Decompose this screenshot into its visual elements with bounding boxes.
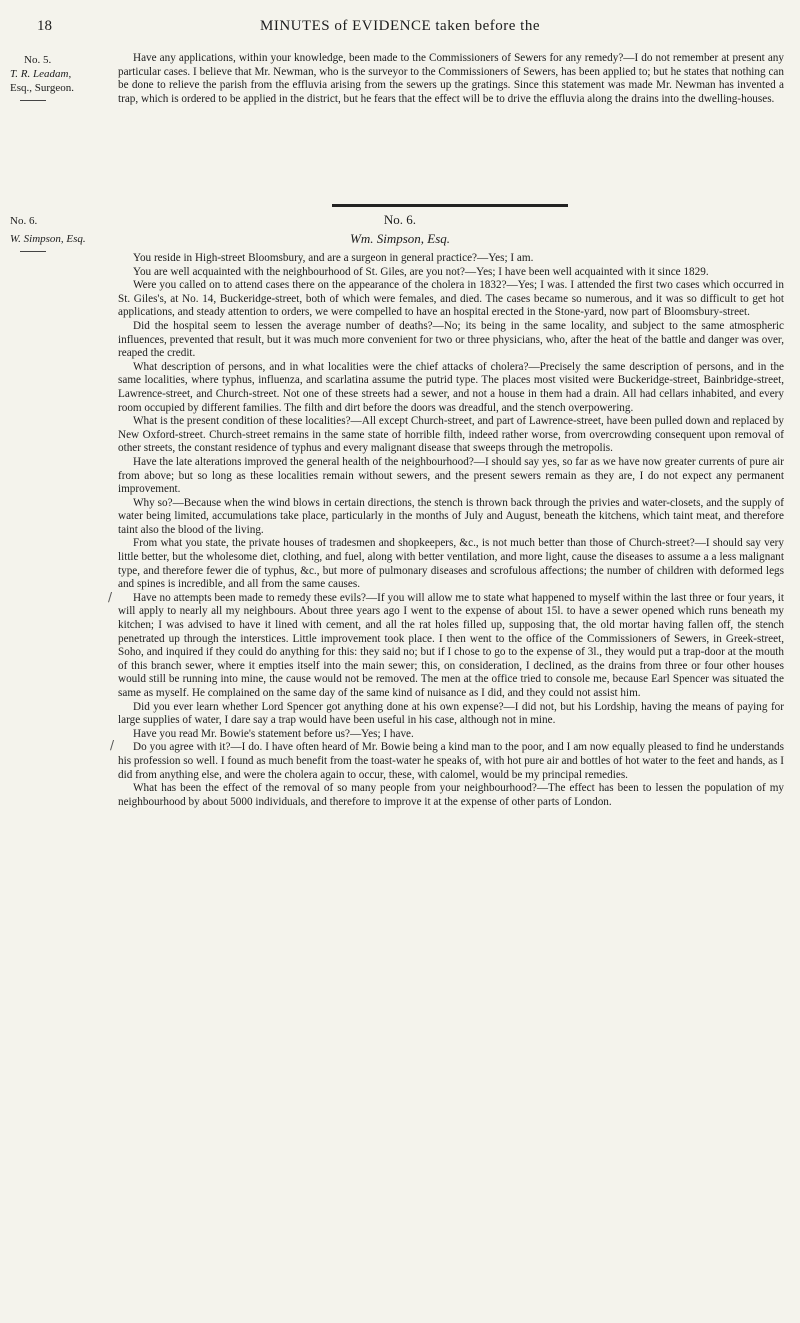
page-header (0, 18, 800, 40)
previous-witness-text (118, 52, 784, 106)
page-number: 18 (37, 18, 52, 34)
margin-entry-number: No. 6. (10, 215, 38, 227)
margin-dash (20, 251, 46, 252)
paragraph: Did you ever learn whether Lord Spencer got anything done at his own expense?—I did not, but his Lordship, having the means of paying for large supplies of water, I dare say a trap would have been useful in his case, although not in mine. (118, 700, 784, 727)
paragraph: Have you read Mr. Bowie's statement before us?—Yes; I have. (133, 727, 414, 740)
pencil-annotation-mark: / (108, 590, 113, 604)
paragraph: Were you called on to attend cases there on the appearance of the cholera in 1832?—Yes; I was. I attended the first two cases which occurred in St. Giles's, at No. 14, Buckeridge-street, both of which were females, and died. The cases became so numerous, and it was so difficult to get hot applications, and steady attention to orders, we were compelled to have an hospital erected in the Stone-yard, now part of Bloomsbury-street. (118, 279, 784, 319)
section-divider (332, 204, 568, 207)
paragraph: What description of persons, and in what localities were the chief attacks of cholera?—Precisely the same description of persons, and in the same localities, where typhus, influenza, and scarlatina assume the putrid type. The places most visited were Buckeridge-street, Bainbridge-street, Lawrence-street, and Church-street. Not one of these streets had a sewer, and not a house in them had a drain. All had cellars inhabited, and every room occupied by different families. The filth and dirt before the doors was dreadful, and the stench overpowering. (118, 360, 784, 414)
witness-heading: Wm. Simpson, Esq. (349, 231, 451, 246)
running-title: MINUTES of EVIDENCE taken before the (259, 18, 540, 34)
margin-dash (20, 100, 46, 101)
paragraph: Have any applications, within your knowledge, been made to the Commissioners of Sewers for any remedy?—I do not remember at present any particular cases. I believe that Mr. Newman, who is the surveyor to the Commissioners of Sewers, has been applied to; but he states that nothing can be done to relieve the parish from the effluvia arising from the sewers up the gratings. Since this statement was made Mr. Newman has invented a trap, which is ordered to be applied in the district, but he fears that the effect will be to drive the effluvia along the drains into the dwelling-houses. (118, 52, 784, 105)
paragraph: You are well acquainted with the neighbourhood of St. Giles, are you not?—Yes; I have been well acquainted with it since 1829. (133, 265, 709, 278)
testimony-body (118, 252, 784, 809)
margin-note-current-witness (10, 214, 110, 252)
paragraph: What is the present condition of these localities?—All except Church-street, and part of Lawrence-street, have been pulled down and replaced by New Oxford-street. Church-street remains in the same state of horrible filth, indeed rather worse, from overcrowding consequent upon removal of other streets, the constant residence of typhus and every malignant disease that sweeps through the metropolis. (118, 415, 784, 455)
section-title: No. 6. (383, 212, 417, 227)
paragraph: Did the hospital seem to lessen the average number of deaths?—No; its being in the same locality, and subject to the same atmospheric influences, prevented that result, but it was much more convenient for two or three physicians, who, after the heat of the battle and danger was over, reaped the credit. (118, 319, 784, 360)
margin-note-previous-witness (10, 53, 110, 101)
paragraph: Have the late alterations improved the general health of the neighbourhood?—I should say yes, so far as we have now greater currents of pure air from above; but so long as these localities remain without sewers, and the present sewers remain as they are, I do not expect any permanent improvement. (118, 455, 784, 496)
margin-witness-role: Esq., Surgeon. (10, 82, 74, 94)
paragraph: Why so?—Because when the wind blows in certain directions, the stench is thrown back through the privies and water-closets, and the supply of water being limited, accumulations take place, particularly in the months of July and August, beneath the kitchens, which taint meat, and therefore taint also the blood of the living. (118, 496, 784, 536)
paragraph: What has been the effect of the removal of so many people from your neighbourhood?—The effect has been to lessen the population of my neighbourhood by about 5000 individuals, and therefore to improve it at the expense of other parts of London. (118, 782, 784, 808)
margin-entry-number: No. 5. (24, 54, 52, 66)
paragraph: You reside in High-street Bloomsbury, and are a surgeon in general practice?—Yes; I am. (133, 252, 534, 264)
margin-witness-name: T. R. Leadam, (10, 68, 72, 80)
paragraph: From what you state, the private houses of tradesmen and shopkeepers, &c., is not much better than those of Church-street?—I should say very little better, but the wholesome diet, clothing, and fuel, along with better ventilation, and more light, cause the diseases to assume a a less malignant type, and therefore fewer die of typhus, &c., but more of pulmonary diseases and scrofulous affections; the number of children with deformed legs and spines is incredible, and all from the same causes. (118, 537, 784, 591)
pencil-annotation-mark: / (110, 738, 115, 752)
margin-witness-name: W. Simpson, Esq. (10, 233, 86, 245)
paragraph: Do you agree with it?—I do. I have often heard of Mr. Bowie being a kind man to the poor, and I am now equally pleased to find he understands his profession so well. I found as much benefit from the toast-water he speaks of, with hot pure air and bottles of hot water to the feet and hands, as I did from anything else, and were the cholera again to occur, these, with calomel, would be my principal remedies. (118, 741, 784, 781)
paragraph: Have no attempts been made to remedy these evils?—If you will allow me to state what happened to myself within the last three or four years, it will apply to nearly all my neighbours. About three years ago I went to the expense of about 15l. to have a sewer opened which runs beneath my kitchen; I was advised to have it lined with cement, and all the rat holes filled up, supposing that, the old mortar having fallen off, the stench penetrated up through the interstices. Little improvement took place. I then went to the office of the Commissioners of Sewers, in Greek-street, Soho, and inquired if they could do anything for this: they said no; but if I chose to go to the expense of 3l., they would put a trap-door at the mouth of this branch sewer, where it empties itself into the main sewer; this, on consideration, I declined, as the drains from three or four other houses would still be running into mine, the cause would not be removed. The men at the office tried to console me, because Earl Spencer was situated the same as myself. He complained on the same day of the same kind of nuisance as I did, and they could not assist him. (118, 591, 784, 699)
